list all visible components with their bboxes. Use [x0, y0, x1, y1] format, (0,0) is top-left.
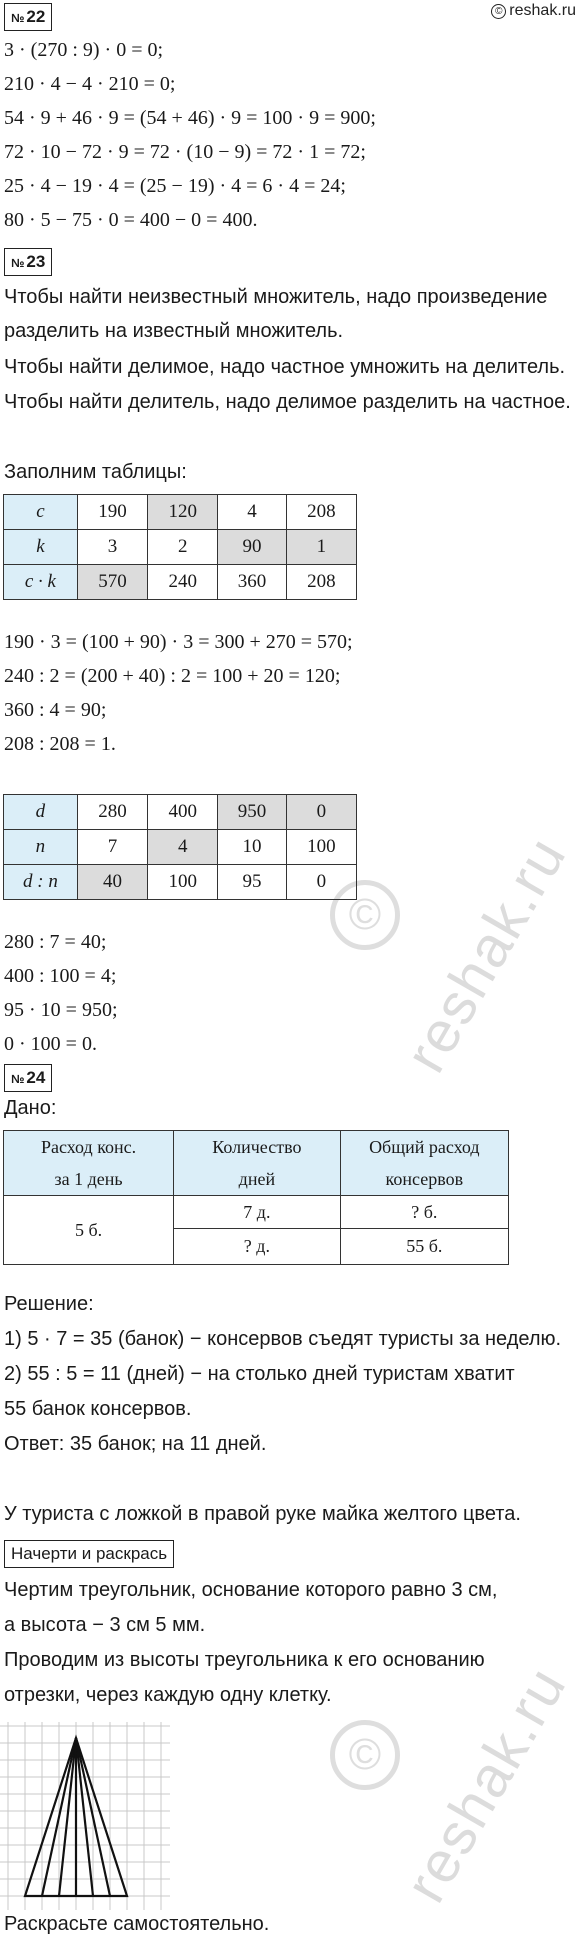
task-23-rule-2: разделить на известный множитель.	[4, 320, 344, 342]
table-d-n	[3, 794, 357, 900]
watermark-text: reshak.ru	[392, 825, 580, 1083]
table-cell: 208	[286, 565, 356, 600]
task-24-table	[3, 1130, 509, 1265]
task-23-rule-4: Чтобы найти делитель, надо делимое разделить на частное.	[4, 391, 571, 413]
site-label[interactable]: © reshak.ru	[491, 2, 576, 20]
tourist-answer: У туриста с ложкой в правой руке майка желтого цвета.	[4, 1503, 521, 1525]
table-cell: d	[4, 795, 78, 830]
table-cell: k	[4, 530, 78, 565]
task-22-line-4: 72 · 10 − 72 · 9 = 72 · (10 − 9) = 72 · 1 = 72;	[4, 141, 366, 163]
task-22-line-3: 54 · 9 + 46 · 9 = (54 + 46) · 9 = 100 · 9 = 900;	[4, 107, 376, 129]
table-cell: 7	[77, 830, 147, 865]
table-cell: 4	[148, 830, 218, 865]
draw-line-3: Проводим из высоты треугольника к его основанию	[4, 1649, 485, 1671]
draw-task-title: Начерти и раскрась	[4, 1540, 174, 1568]
table-cell: 40	[77, 865, 147, 900]
table-cell: 7 д.	[174, 1196, 340, 1229]
task-22-badge: № 22	[4, 3, 52, 31]
task-22-line-6: 80 · 5 − 75 · 0 = 400 − 0 = 400.	[4, 209, 258, 231]
table-cell: d : n	[4, 865, 78, 900]
table-cell: 950	[218, 795, 286, 830]
task-23-badge: № 23	[4, 248, 52, 276]
table-cell: c	[4, 495, 78, 530]
draw-line-2: а высота − 3 см 5 мм.	[4, 1614, 206, 1636]
calc1-line-2: 240 : 2 = (200 + 40) : 2 = 100 + 20 = 120;	[4, 665, 341, 687]
draw-line-4: отрезки, через каждую одну клетку.	[4, 1684, 332, 1706]
calc2-line-2: 400 : 100 = 4;	[4, 965, 117, 987]
calc1-line-4: 208 : 208 = 1.	[4, 733, 116, 755]
calc2-line-4: 0 · 100 = 0.	[4, 1033, 97, 1055]
table-cell: 10	[218, 830, 286, 865]
table-cell: 360	[218, 565, 286, 600]
task-24-solution-3: 55 банок консервов.	[4, 1398, 192, 1420]
table-cell: 280	[77, 795, 147, 830]
task-24-solution-label: Решение:	[4, 1293, 94, 1315]
watermark-text-2: reshak.ru	[392, 1655, 580, 1913]
table-cell: 95	[218, 865, 286, 900]
table-c-k	[3, 494, 357, 600]
table-cell: 240	[148, 565, 218, 600]
watermark-copyright-icon: ©	[330, 880, 400, 950]
table-cell: 570	[77, 565, 147, 600]
table-cell: 100	[148, 865, 218, 900]
table-cell: 4	[218, 495, 286, 530]
task-24-given: Дано:	[4, 1097, 57, 1119]
table-header-cell: Общий расход консервов	[340, 1131, 508, 1196]
task-22-line-2: 210 · 4 − 4 · 210 = 0;	[4, 73, 176, 95]
triangle-segments	[25, 1738, 127, 1896]
table-cell: 120	[148, 495, 218, 530]
task-24-solution-1: 1) 5 · 7 = 35 (банок) − консервов съедят туристы за неделю.	[4, 1328, 562, 1350]
table-cell: 2	[148, 530, 218, 565]
copyright-icon: ©	[491, 4, 506, 19]
table-cell: ? б.	[340, 1196, 508, 1229]
task-24-solution-2: 2) 55 : 5 = 11 (дней) − на столько дней туристам хватит	[4, 1363, 515, 1385]
triangle-drawing	[0, 1722, 180, 1910]
table-cell: 3	[77, 530, 147, 565]
draw-line-1: Чертим треугольник, основание которого равно 3 см,	[4, 1579, 498, 1601]
watermark-copyright-icon-2: ©	[330, 1720, 400, 1790]
table-cell: 100	[286, 830, 356, 865]
table-row	[4, 1196, 509, 1229]
task-22-line-5: 25 · 4 − 19 · 4 = (25 − 19) · 4 = 6 · 4 = 24;	[4, 175, 346, 197]
table-cell: 55 б.	[340, 1229, 508, 1265]
draw-final: Раскрасьте самостоятельно.	[4, 1913, 270, 1935]
table-row	[4, 565, 357, 600]
calc2-line-1: 280 : 7 = 40;	[4, 931, 107, 953]
table-row	[4, 495, 357, 530]
table-cell: 0	[286, 795, 356, 830]
calc1-line-1: 190 · 3 = (100 + 90) · 3 = 300 + 270 = 570;	[4, 631, 353, 653]
table-cell: n	[4, 830, 78, 865]
table-cell: 5 б.	[4, 1196, 174, 1265]
task-23-fill-label: Заполним таблицы:	[4, 461, 187, 483]
table-cell: 208	[286, 495, 356, 530]
table-cell: 0	[286, 865, 356, 900]
table-header-cell: Количество дней	[174, 1131, 340, 1196]
table-cell: 400	[148, 795, 218, 830]
table-row	[4, 830, 357, 865]
task-24-answer: Ответ: 35 банок; на 11 дней.	[4, 1433, 267, 1455]
task-22-line-1: 3 · (270 : 9) · 0 = 0;	[4, 39, 164, 61]
table-header-cell: Расход конс. за 1 день	[4, 1131, 174, 1196]
table-cell: 90	[218, 530, 286, 565]
calc2-line-3: 95 · 10 = 950;	[4, 999, 118, 1021]
table-row	[4, 530, 357, 565]
task-23-rule-1: Чтобы найти неизвестный множитель, надо произведение	[4, 286, 548, 308]
table-row	[4, 865, 357, 900]
table-row	[4, 1131, 509, 1196]
table-cell: ? д.	[174, 1229, 340, 1265]
calc1-line-3: 360 : 4 = 90;	[4, 699, 107, 721]
table-cell: 190	[77, 495, 147, 530]
task-23-rule-3: Чтобы найти делимое, надо частное умножить на делитель.	[4, 356, 566, 378]
table-cell: 1	[286, 530, 356, 565]
table-cell: c · k	[4, 565, 78, 600]
task-24-badge: № 24	[4, 1064, 52, 1092]
table-row	[4, 795, 357, 830]
